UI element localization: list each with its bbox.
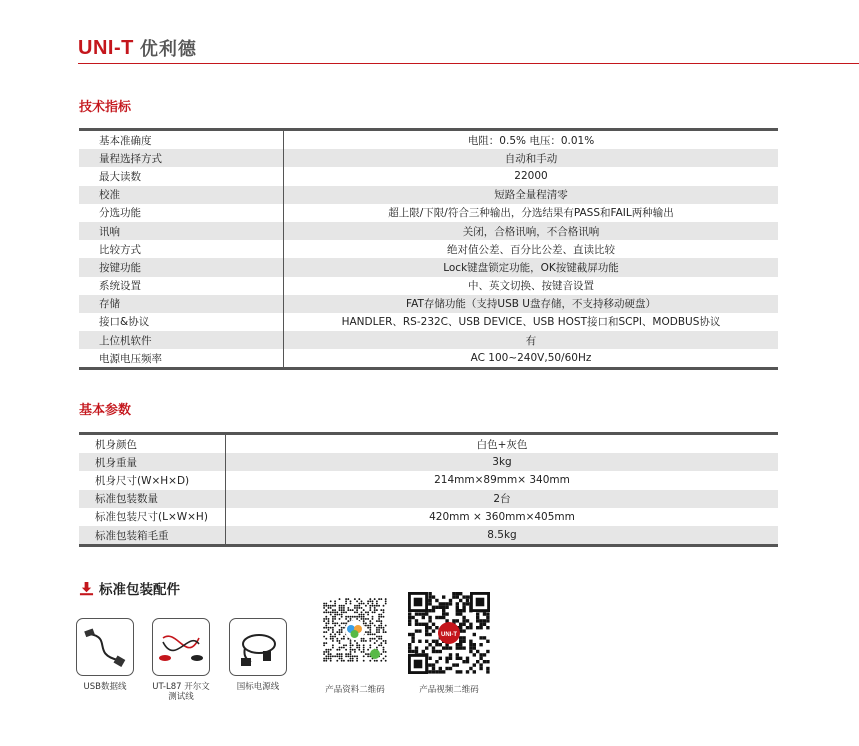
row-value: 白色+灰色	[476, 438, 528, 451]
spec-section-title: 技术指标	[79, 100, 132, 115]
download-icon	[79, 581, 94, 596]
row-value: HANDLER、RS-232C、USB DEVICE、USB HOST接口和SCPI、MODBUS协议	[341, 316, 721, 329]
row-label: 系统设置	[79, 277, 284, 295]
row-value: 214mm×89mm× 340mm	[434, 474, 570, 487]
header-divider	[78, 63, 859, 64]
table-row	[79, 471, 778, 489]
row-value: 8.5kg	[226, 526, 779, 546]
table-row	[79, 508, 778, 526]
row-label: 标准包装数量	[79, 490, 226, 508]
row-value: 3kg	[226, 453, 779, 471]
row-value: 420mm × 360mm×405mm	[429, 510, 575, 523]
row-value: 短路全量程清零	[284, 186, 779, 204]
row-label: 标准包装箱毛重	[79, 526, 226, 546]
accessory-power-cord	[225, 618, 291, 692]
accessory-label: USB数据线	[83, 682, 127, 692]
table-row	[79, 453, 778, 471]
table-row	[79, 295, 778, 313]
usb-cable-image	[76, 618, 134, 676]
accessory-product-video-qr	[404, 592, 494, 695]
row-label: 最大读数	[79, 167, 284, 185]
row-value: 绝对值公差、百分比公差、直读比较	[447, 243, 615, 256]
row-value: 关闭，合格讯响，不合格讯响	[284, 222, 779, 240]
spec-table	[79, 128, 778, 370]
table-row	[79, 313, 778, 331]
row-value: Lock键盘锁定功能，OK按键截屏功能	[284, 258, 779, 276]
row-label: 接口&协议	[79, 313, 284, 331]
row-value: 22000	[514, 170, 548, 183]
row-label: 上位机软件	[79, 331, 284, 349]
table-row	[79, 222, 778, 240]
table-row	[79, 349, 778, 369]
row-label: 校准	[79, 186, 284, 204]
row-label: 比较方式	[79, 240, 284, 258]
row-value: 电阻：0.5% 电压：0.01%	[467, 134, 595, 147]
row-label: 分选功能	[79, 204, 284, 222]
product-doc-qr-code	[323, 598, 387, 662]
row-value: 有	[284, 331, 779, 349]
accessory-product-doc-qr	[313, 596, 397, 695]
row-label: 存储	[79, 295, 284, 313]
table-row	[79, 526, 778, 546]
row-label: 量程选择方式	[79, 149, 284, 167]
table-row	[79, 149, 778, 167]
row-label: 讯响	[79, 222, 284, 240]
row-value: 2台	[226, 490, 779, 508]
table-row	[79, 277, 778, 295]
table-row	[79, 204, 778, 222]
row-label: 机身颜色	[79, 434, 226, 454]
row-label: 基本准确度	[79, 130, 284, 150]
row-label: 按键功能	[79, 258, 284, 276]
table-row	[79, 167, 778, 185]
brand-header	[78, 36, 197, 60]
table-row	[79, 490, 778, 508]
brand-logo-cn: 优利德	[139, 39, 197, 60]
svg-text:UNI-T: UNI-T	[441, 632, 457, 638]
accessory-usb-cable	[72, 618, 138, 692]
accessory-label: UT-L87 开尔文	[152, 682, 210, 692]
brand-logo-en: UNI-T	[78, 36, 134, 59]
accessory-label-line2: 测试线	[168, 692, 194, 702]
basic-section-title: 基本参数	[79, 403, 132, 418]
table-row	[79, 186, 778, 204]
accessories-title	[79, 578, 180, 598]
table-row	[79, 130, 778, 150]
row-value: 超上限/下限/符合三种输出，分选结果有PASS和FAIL两种输出	[388, 207, 674, 220]
accessory-label: 国标电源线	[236, 682, 280, 692]
accessory-label: 产品资料二维码	[325, 685, 385, 695]
product-video-qr-code	[408, 592, 490, 674]
row-value: AC 100~240V,50/60Hz	[470, 352, 592, 365]
accessories-title-label: 标准包装配件	[99, 582, 180, 598]
table-row	[79, 240, 778, 258]
row-label: 机身重量	[79, 453, 226, 471]
table-row	[79, 434, 778, 454]
row-label: 标准包装尺寸(L×W×H)	[79, 508, 226, 526]
row-value: FAT存储功能（支持USB U盘存储，不支持移动硬盘）	[284, 295, 779, 313]
table-row	[79, 258, 778, 276]
accessory-kelvin-leads	[148, 618, 214, 702]
accessory-label: 产品视频二维码	[419, 685, 479, 695]
row-value: 中、英文切换、按键音设置	[468, 280, 594, 293]
row-label: 机身尺寸(W×H×D)	[79, 471, 226, 489]
row-label: 电源电压频率	[79, 349, 284, 369]
row-value: 自动和手动	[284, 149, 779, 167]
table-row	[79, 331, 778, 349]
basic-params-table	[79, 432, 778, 547]
kelvin-leads-image	[152, 618, 210, 676]
power-cord-image	[229, 618, 287, 676]
